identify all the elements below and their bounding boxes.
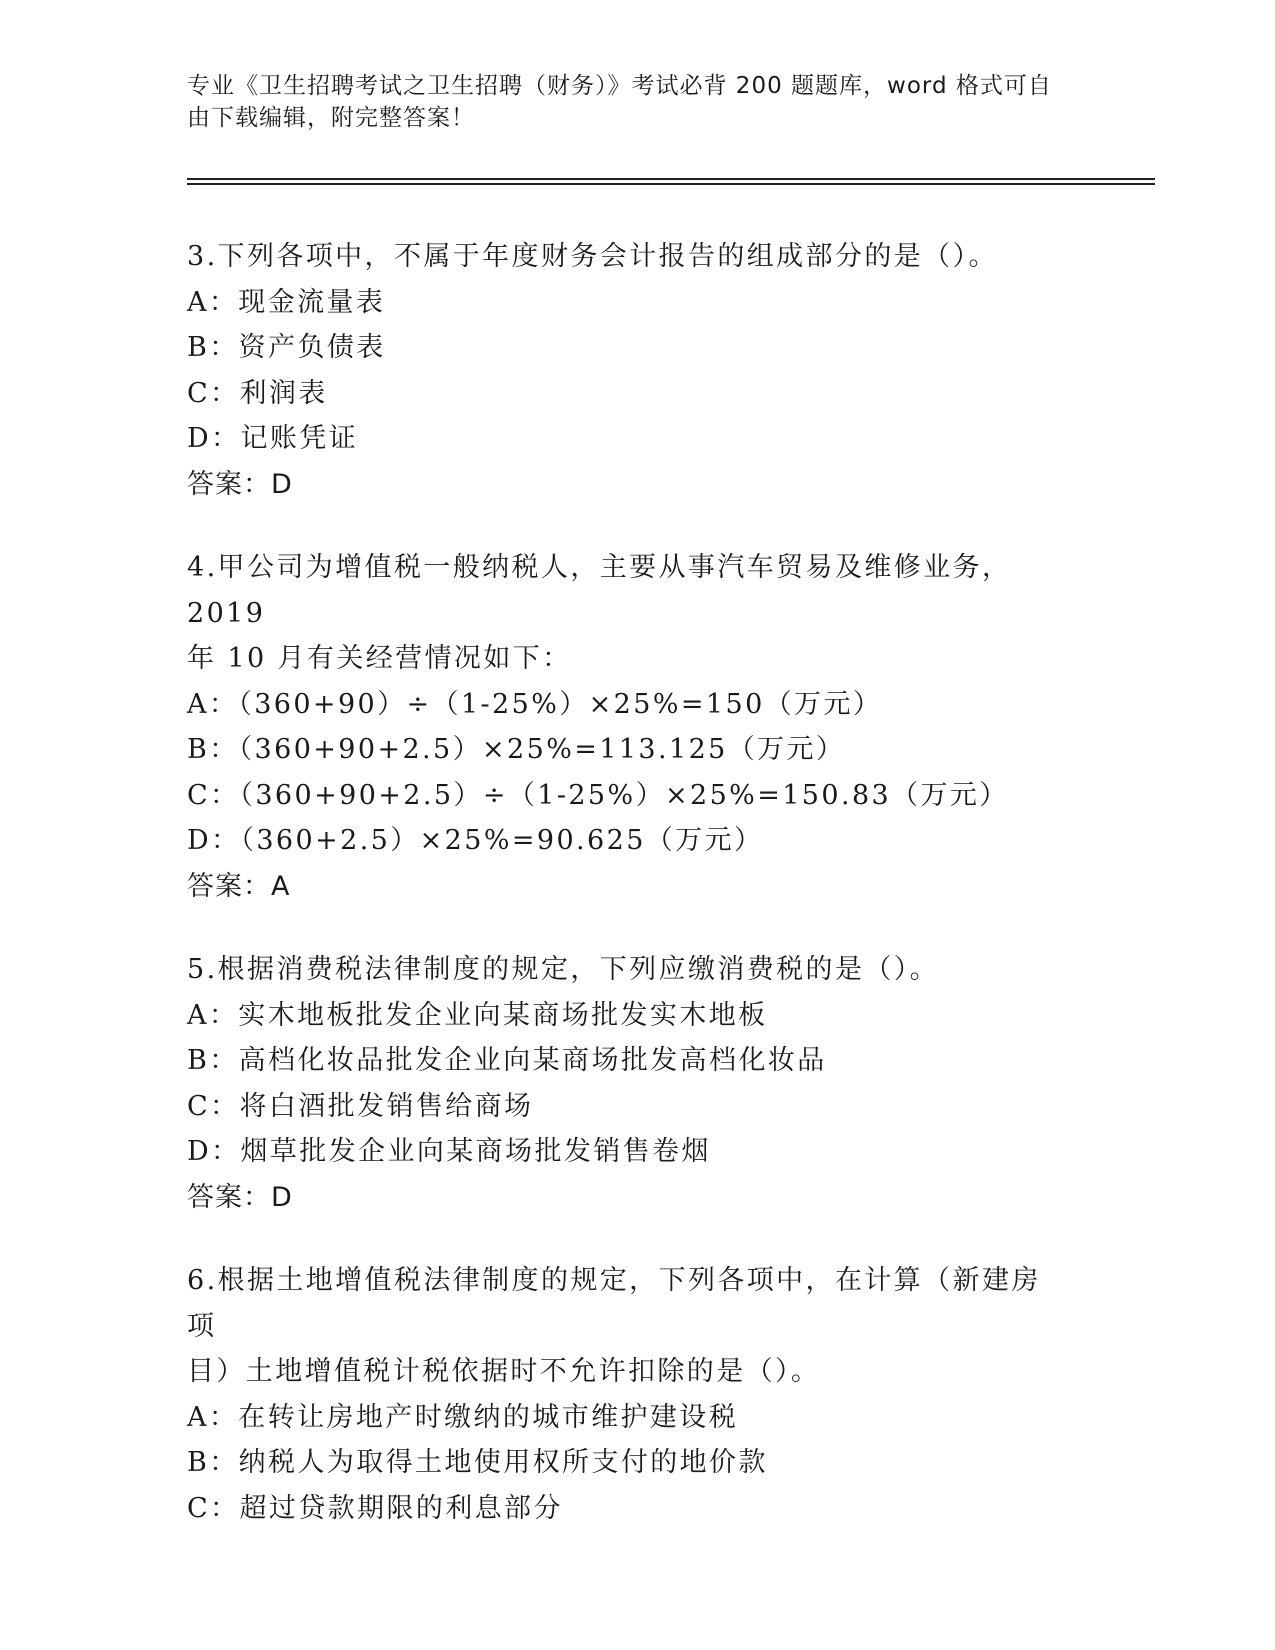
option-d: D：烟草批发企业向某商场批发销售卷烟 — [187, 1136, 711, 1167]
option-a: A：实木地板批发企业向某商场批发实木地板 — [187, 999, 768, 1031]
option-a: A：现金流量表 — [187, 286, 386, 318]
header-line-2: 由下载编辑，附完整答案！ — [187, 105, 475, 131]
question-3 — [187, 234, 1067, 507]
question-stem — [187, 545, 1067, 682]
question-stem-line: 5.根据消费税法律制度的规定，下列应缴消费税的是（）。 — [187, 954, 940, 985]
option-c: C：超过贷款期限的利息部分 — [187, 1492, 563, 1524]
answer: 答案：A — [187, 870, 291, 902]
option-d: D：（360+2.5）×25%=90.625（万元） — [187, 825, 764, 856]
header-divider — [187, 178, 1155, 185]
question-stem-line: 6.根据土地增值税法律制度的规定，下列各项中，在计算（新建房项 — [187, 1265, 1041, 1342]
question-6 — [187, 1258, 1067, 1531]
option-c: C：利润表 — [187, 377, 328, 409]
question-stem-line: 目）土地增值税计税依据时不允许扣除的是（）。 — [187, 1356, 821, 1387]
question-stem-line: 3.下列各项中，不属于年度财务会计报告的组成部分的是（）。 — [187, 241, 998, 272]
option-b: B：（360+90+2.5）×25%=113.125（万元） — [187, 734, 846, 765]
header-line-1: 专业《卫生招聘考试之卫生招聘（财务）》考试必背 200 题题库，word 格式可自 — [187, 73, 1052, 99]
question-stem-line: 年 10 月有关经营情况如下： — [187, 643, 572, 674]
question-stem — [187, 234, 1067, 280]
option-c: C：将白酒批发销售给商场 — [187, 1090, 534, 1122]
option-c: C：（360+90+2.5）÷（1-25%）×25%=150.83（万元） — [187, 779, 1009, 811]
option-b: B：纳税人为取得土地使用权所支付的地价款 — [187, 1447, 768, 1478]
option-d: D：记账凭证 — [187, 423, 359, 454]
question-stem — [187, 947, 1067, 993]
document-header — [187, 70, 1067, 134]
question-stem-line: 4.甲公司为增值税一般纳税人，主要从事汽车贸易及维修业务，2019 — [187, 552, 1012, 629]
question-4 — [187, 545, 1067, 909]
question-5 — [187, 947, 1067, 1220]
option-a: A：在转让房地产时缴纳的城市维护建设税 — [187, 1401, 739, 1433]
option-a: A：（360+90）÷（1-25%）×25%=150（万元） — [187, 688, 883, 720]
option-b: B：高档化妆品批发企业向某商场批发高档化妆品 — [187, 1045, 827, 1076]
answer: 答案：D — [187, 468, 293, 500]
question-stem — [187, 1258, 1067, 1395]
option-b: B：资产负债表 — [187, 332, 386, 363]
question-list — [187, 234, 1067, 1569]
answer: 答案：D — [187, 1181, 293, 1213]
